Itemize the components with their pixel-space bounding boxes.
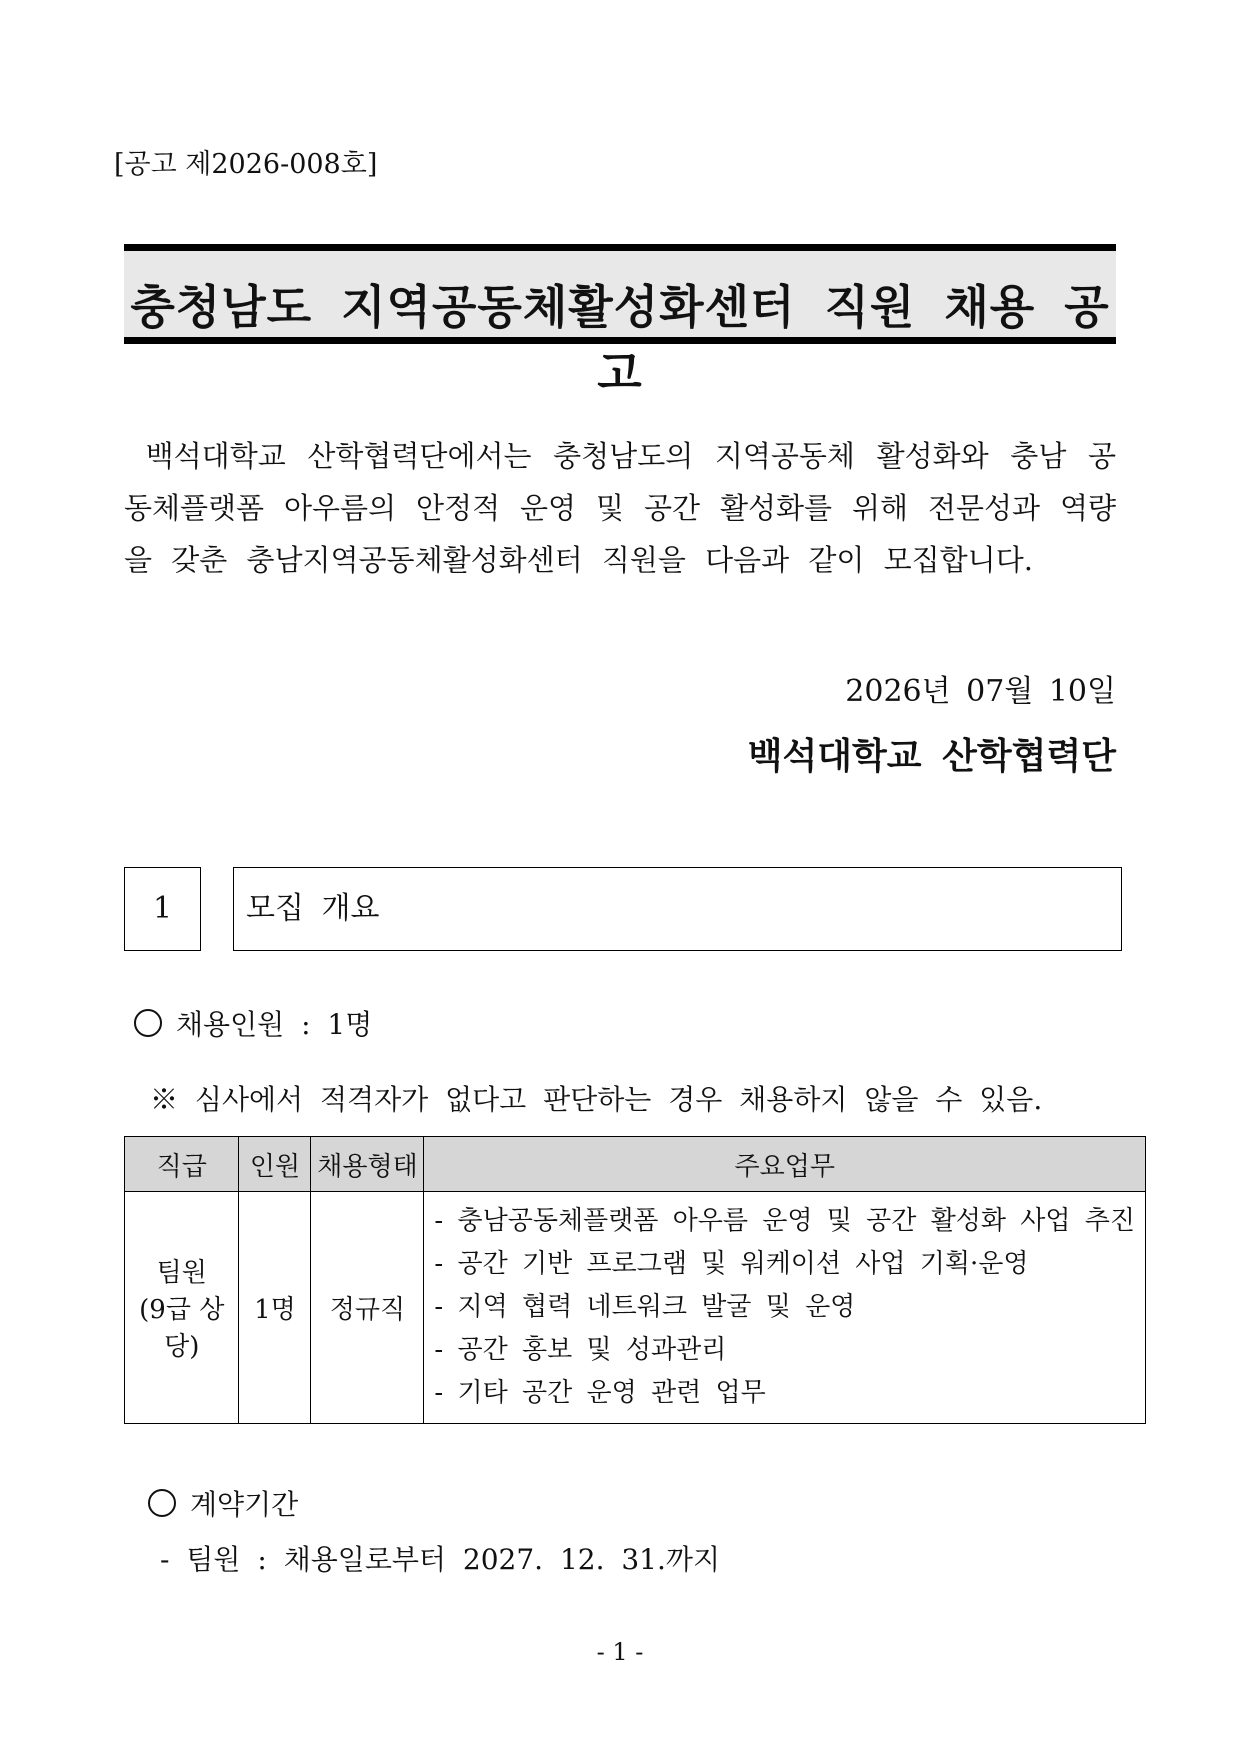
circle-bullet-icon [148, 1489, 176, 1517]
headcount-text: 채용인원 : 1명 [176, 1008, 373, 1041]
table-row [125, 1192, 1146, 1424]
cell-type: 정규직 [311, 1192, 424, 1424]
duty-item: - 공간 홍보 및 성과관리 [434, 1335, 727, 1365]
position-grade: (9급 상당) [139, 1295, 225, 1362]
contract-label: 계약기간 [190, 1488, 299, 1521]
header-duties: 주요업무 [424, 1137, 1146, 1192]
contract-period-line [148, 1483, 298, 1523]
page-title: 충청남도 지역공동체활성화센터 직원 채용 공고 [130, 280, 1110, 400]
notice-number: [공고 제2026-008호] [114, 149, 378, 180]
cell-position [125, 1192, 239, 1424]
cell-count: 1명 [239, 1192, 311, 1424]
circle-bullet-icon [134, 1009, 162, 1037]
duty-item: - 충남공동체플랫폼 아우름 운영 및 공간 활성화 사업 추진 [434, 1206, 1135, 1236]
duty-item: - 공간 기반 프로그램 및 워케이션 사업 기획·운영 [434, 1249, 1029, 1279]
duty-item: - 지역 협력 네트워크 발굴 및 운영 [434, 1292, 856, 1322]
section-title: 모집 개요 [233, 867, 1122, 951]
notice-date: 2026년 07월 10일 [845, 674, 1116, 709]
intro-text: 백석대학교 산학협력단에서는 충청남도의 지역공동체 활성화와 충남 공동체플랫폼 아우름의 안정적 운영 및 공간 활성화를 위해 전문성과 역량을 갖춘 충남지역공동체활성화센터 직원을 다음과 같이 모집합니다. [124, 439, 1116, 577]
recruitment-table [124, 1136, 1146, 1424]
header-type: 채용형태 [311, 1137, 424, 1192]
organization-name: 백석대학교 산학협력단 [747, 735, 1116, 777]
header-count: 인원 [239, 1137, 311, 1192]
position-name: 팀원 [156, 1258, 207, 1288]
intro-paragraph [124, 430, 1116, 586]
duty-item: - 기타 공간 운영 관련 업무 [434, 1378, 766, 1408]
table-header-row [125, 1137, 1146, 1192]
title-band [124, 244, 1116, 400]
contract-detail: - 팀원 : 채용일로부터 2027. 12. 31.까지 [160, 1543, 720, 1576]
header-position: 직급 [125, 1137, 239, 1192]
cell-duties [424, 1192, 1146, 1424]
section-number: 1 [124, 867, 201, 951]
headcount-line [134, 1003, 372, 1043]
page-number: - 1 - [596, 1638, 644, 1666]
screening-note: ※ 심사에서 적격자가 없다고 판단하는 경우 채용하지 않을 수 있음. [150, 1083, 1043, 1116]
